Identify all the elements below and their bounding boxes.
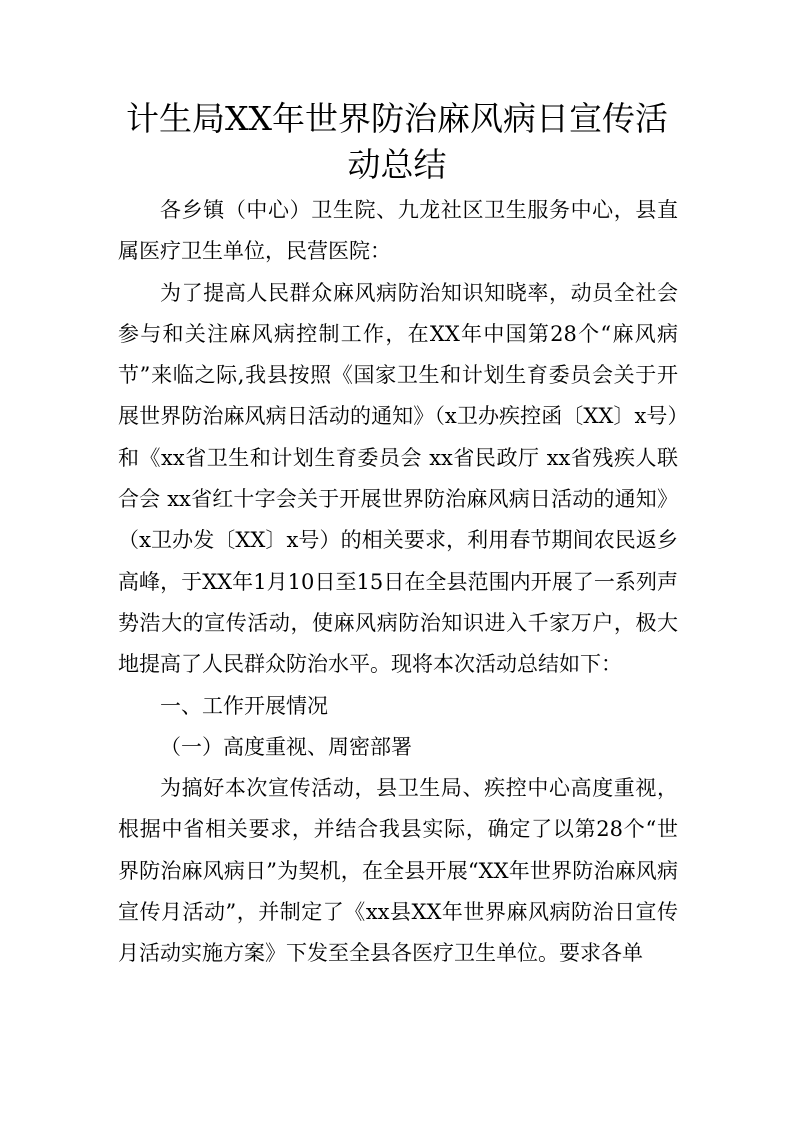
document-body	[118, 190, 678, 975]
paragraph-body: 为搞好本次宣传活动，县卫生局、疾控中心高度重视，根据中省相关要求，并结合我县实际，确定了以第28个“世界防治麻风病日”为契机，在全县开展“XX年世界防治麻风病宣传月活动”，并制定了《xx县XX年世界麻风病防治日宣传月活动实施方案》下发至全县各医疗卫生单位。要求各单	[118, 776, 678, 966]
subsection-heading: （一）高度重视、周密部署	[160, 734, 412, 759]
section-heading: 一、工作开展情况	[160, 693, 328, 718]
paragraph-salutation: 各乡镇（中心）卫生院、九龙社区卫生服务中心，县直属医疗卫生单位，民营医院：	[118, 198, 678, 264]
document-title: 计生局XX年世界防治麻风病日宣传活动总结	[126, 99, 668, 184]
paragraph-intro: 为了提高人民群众麻风病防治知识知晓率，动员全社会参与和关注麻风病控制工作，在XX年中国第28个“麻风病节”来临之际,我县按照《国家卫生和计划生育委员会关于开展世界防治麻风病日活动的通知》（x卫办疾控函〔XX〕x号）和《xx省卫生和计划生育委员会 xx省民政厅 xx省残疾人联合会 xx省红十字会关于开展世界防治麻风病日活动的通知》（x卫办发〔XX〕x号）的相关要求，利用春节期间农民返乡高峰，于XX年1月10日至15日在全县范围内开展了一系列声势浩大的宣传活动，使麻风病防治知识进入千家万户，极大地提高了人民群众防治水平。现将本次活动总结如下：	[118, 280, 678, 677]
